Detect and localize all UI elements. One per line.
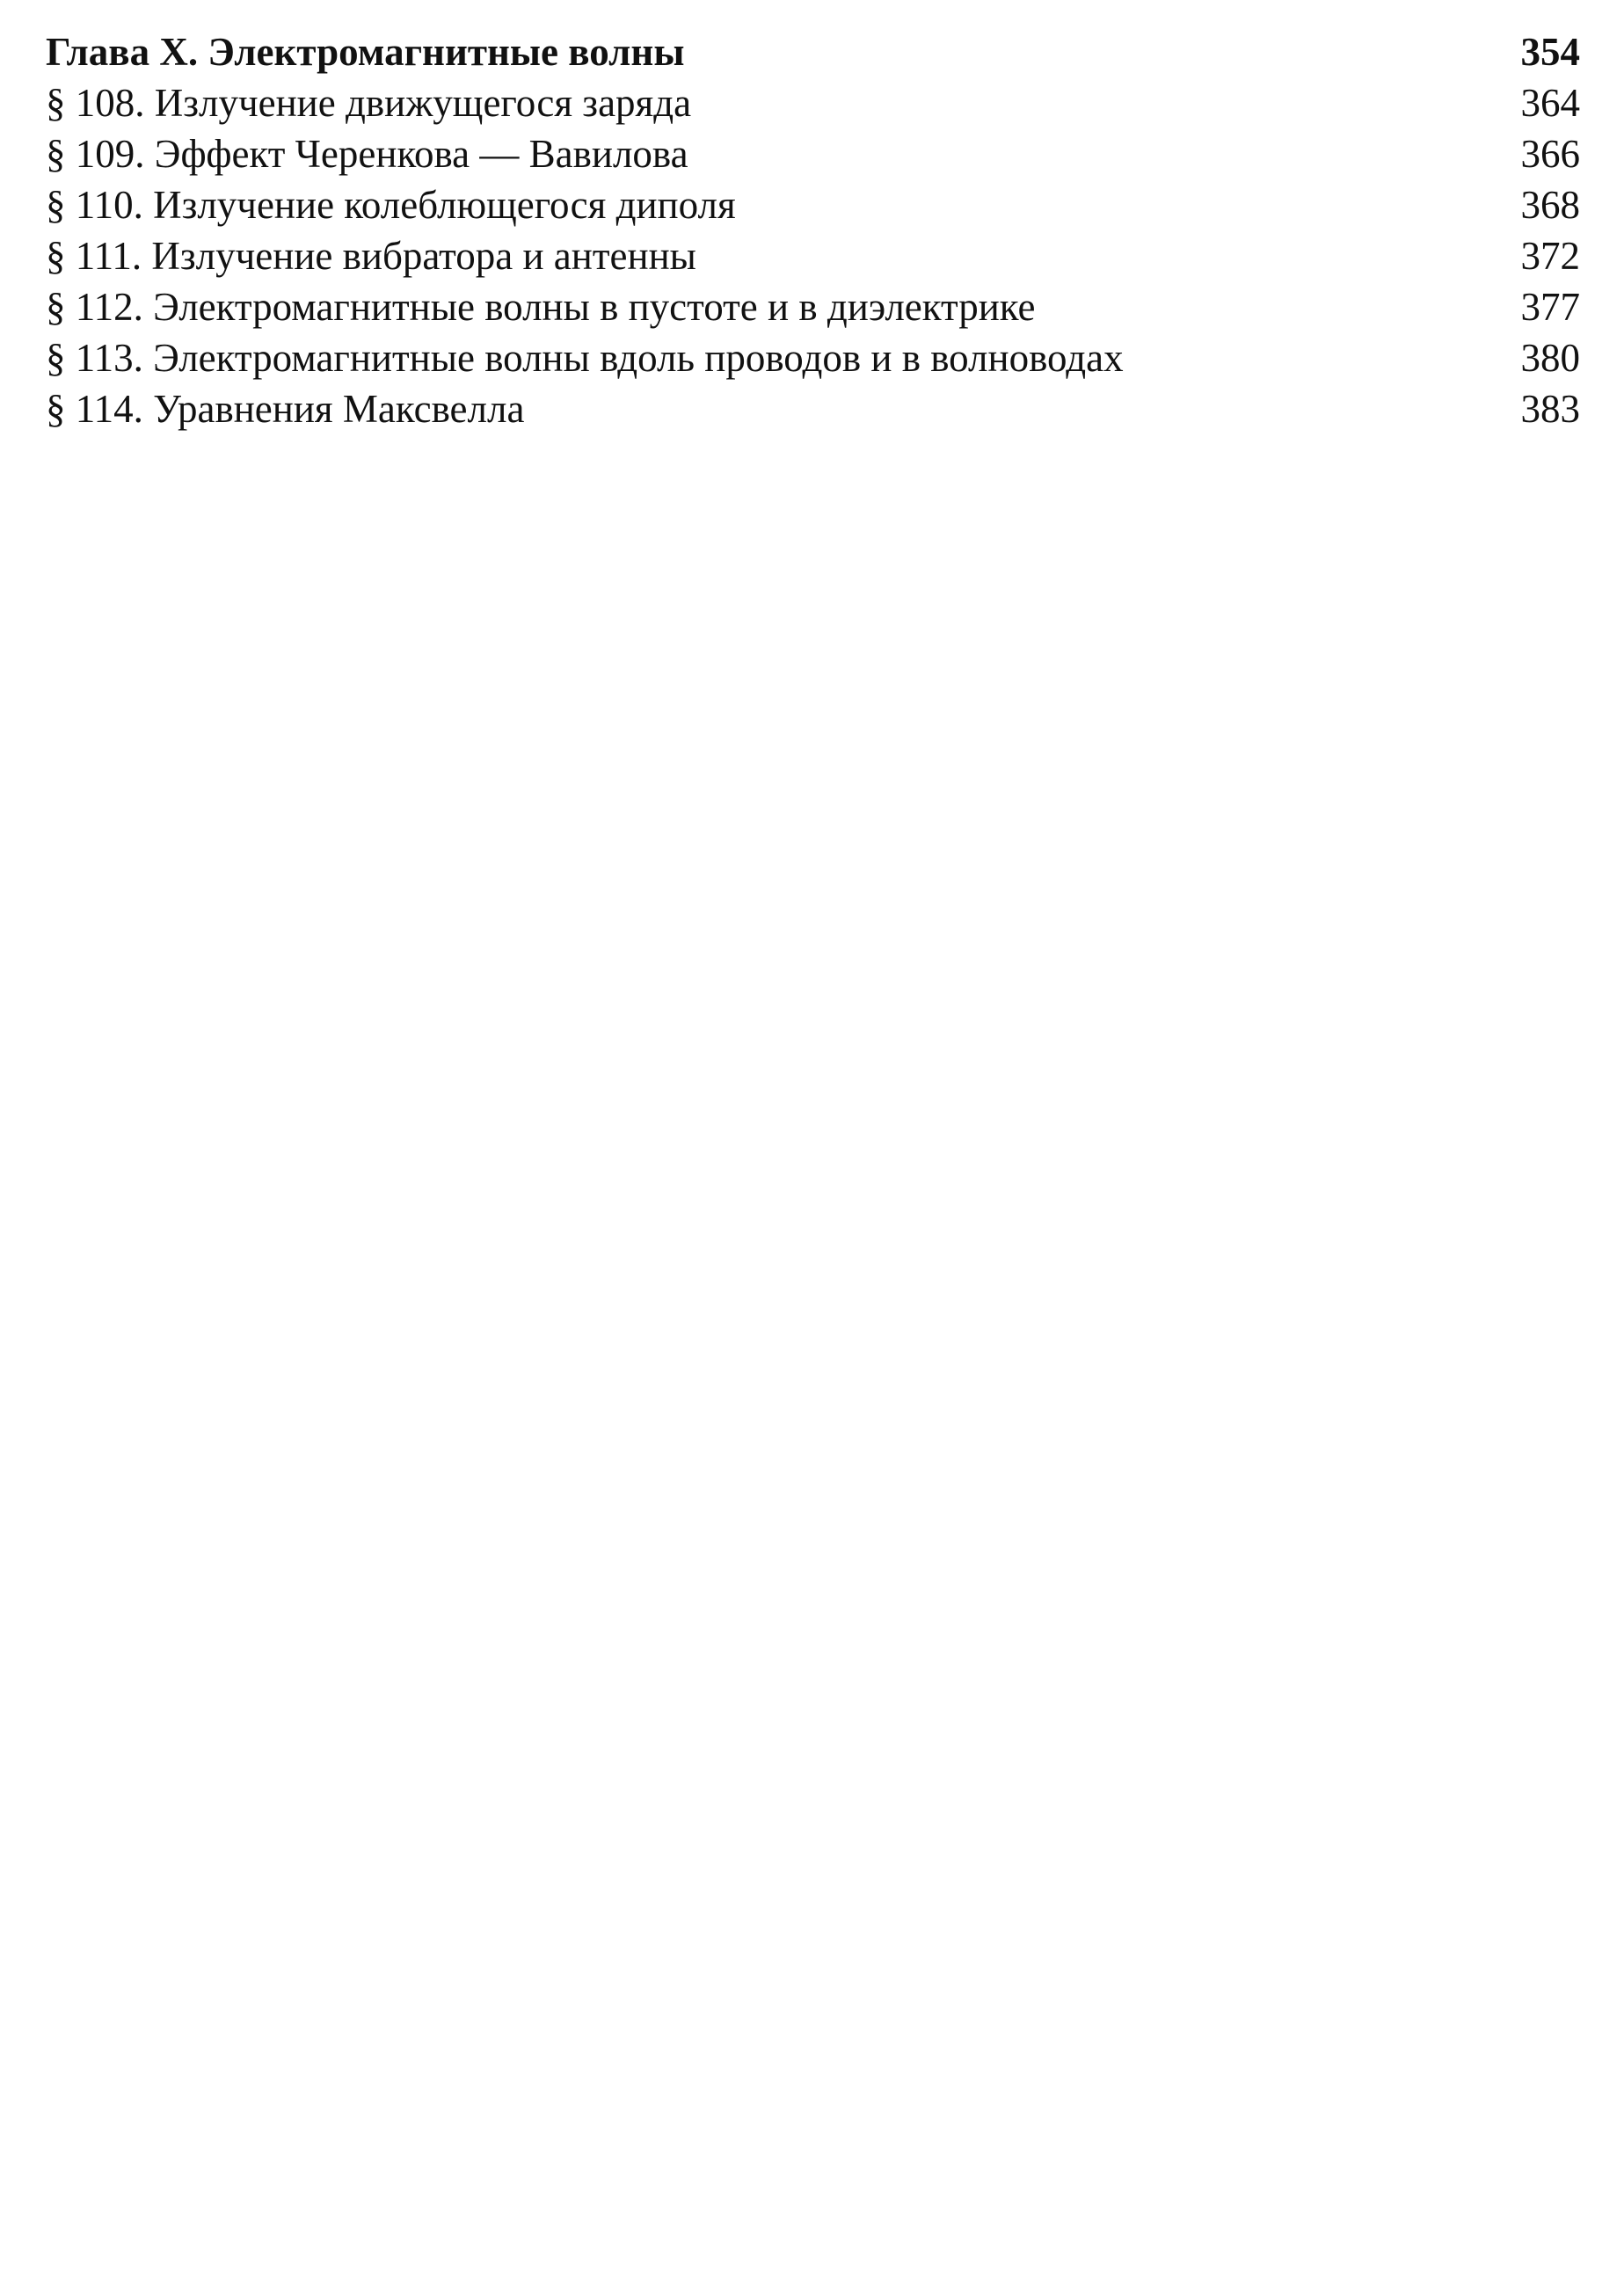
toc-section-row [46,230,1580,281]
section-title: § 112. Электромагнитные волны в пустоте и в диэлектрике [46,285,1036,329]
toc-chapter-row [46,26,1580,77]
toc-section-row [46,179,1580,230]
table-of-contents [46,26,1580,434]
section-page-number: 383 [1520,387,1580,431]
section-page-number: 377 [1520,285,1580,329]
toc-section-row [46,332,1580,383]
section-page-number: 368 [1520,183,1580,227]
section-page-number: 364 [1520,81,1580,125]
section-title: § 111. Излучение вибратора и антенны [46,234,696,278]
toc-section-row [46,77,1580,128]
toc-section-row [46,128,1580,179]
section-title: § 110. Излучение колеблющегося диполя [46,183,736,227]
toc-section-row [46,383,1580,434]
toc-section-row [46,281,1580,332]
chapter-page-number: 354 [1520,30,1580,74]
section-title: § 113. Электромагнитные волны вдоль проводов и в волноводах [46,336,1124,380]
chapter-title: Глава X. Электромагнитные волны [46,30,685,74]
section-page-number: 366 [1520,132,1580,176]
section-title: § 114. Уравнения Максвелла [46,387,525,431]
section-title: § 109. Эффект Черенкова — Вавилова [46,132,688,176]
section-title: § 108. Излучение движущегося заряда [46,81,692,125]
section-page-number: 372 [1520,234,1580,278]
section-page-number: 380 [1520,336,1580,380]
